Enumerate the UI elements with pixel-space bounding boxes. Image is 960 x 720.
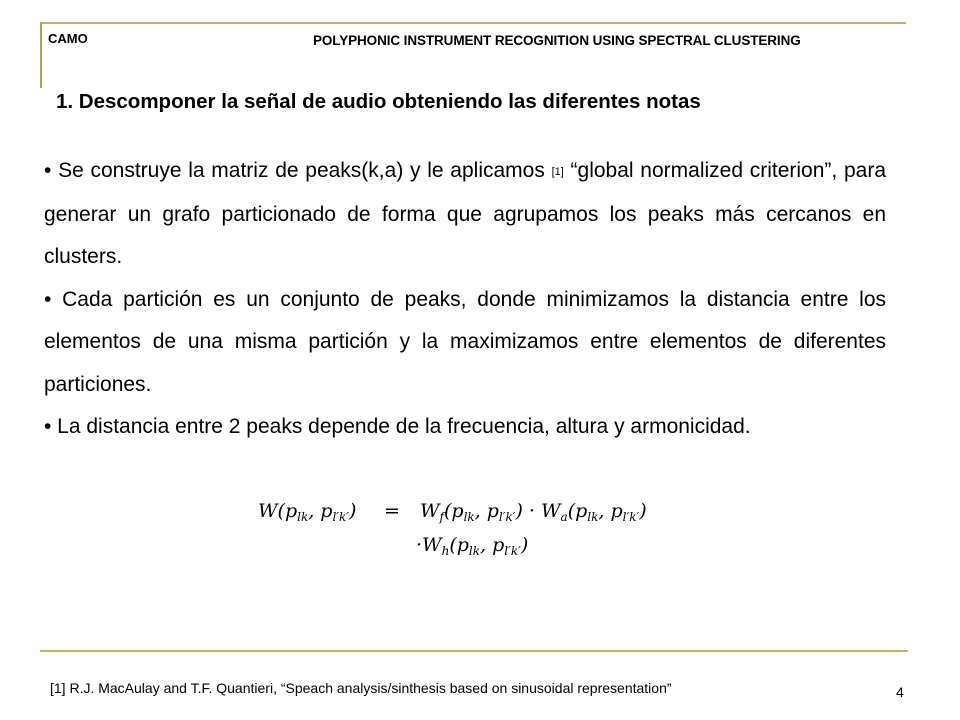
citation-marker: [1] [551,166,564,178]
bullet-item [44,150,886,279]
slide-heading: 1. Descomponer la señal de audio obteniendo las diferentes notas [56,90,701,113]
formula-rhs: $W_f(p_{lk}$, $p_{l'k'}) \cdot W_a(p_{lk}$, $p_{l'k'}$) [420,500,647,524]
bullet-text: • Se construye la matriz de peaks(k,a) y le aplicamos [44,159,552,182]
bullet-item: • Cada partición es un conjunto de peaks, donde minimizamos la distancia entre los elementos de una misma partición y la maximizamos entre elementos de diferentes particiones. [44,287,886,396]
header-rule-top [40,22,906,24]
page-number: 4 [896,684,904,700]
formula-rhs-line2: $\cdot W_h(p_{lk}$, $p_{l'k'}$) [416,534,529,558]
formula-equals: = [384,500,400,522]
bullet-text: “global normalized criterion”, para generar un grafo particionado de forma que agrupamos los peaks más cercanos en clusters. [44,159,886,268]
formula-lhs: $W(p_{lk}$, $p_{l'k'}$) [258,500,357,524]
footnote: [1] R.J. MacAulay and T.F. Quantieri, “Speach analysis/sinthesis based on sinusoidal representation” [50,680,672,696]
course-tag: CAMO [48,31,88,46]
distance-formula [258,498,688,570]
presentation-title: POLYPHONIC INSTRUMENT RECOGNITION USING SPECTRAL CLUSTERING [313,33,801,48]
footer-rule [40,650,908,652]
header-rule-left [40,22,42,88]
bullet-list [44,150,886,449]
bullet-item: • La distancia entre 2 peaks depende de la frecuencia, altura y armonicidad. [44,415,751,438]
